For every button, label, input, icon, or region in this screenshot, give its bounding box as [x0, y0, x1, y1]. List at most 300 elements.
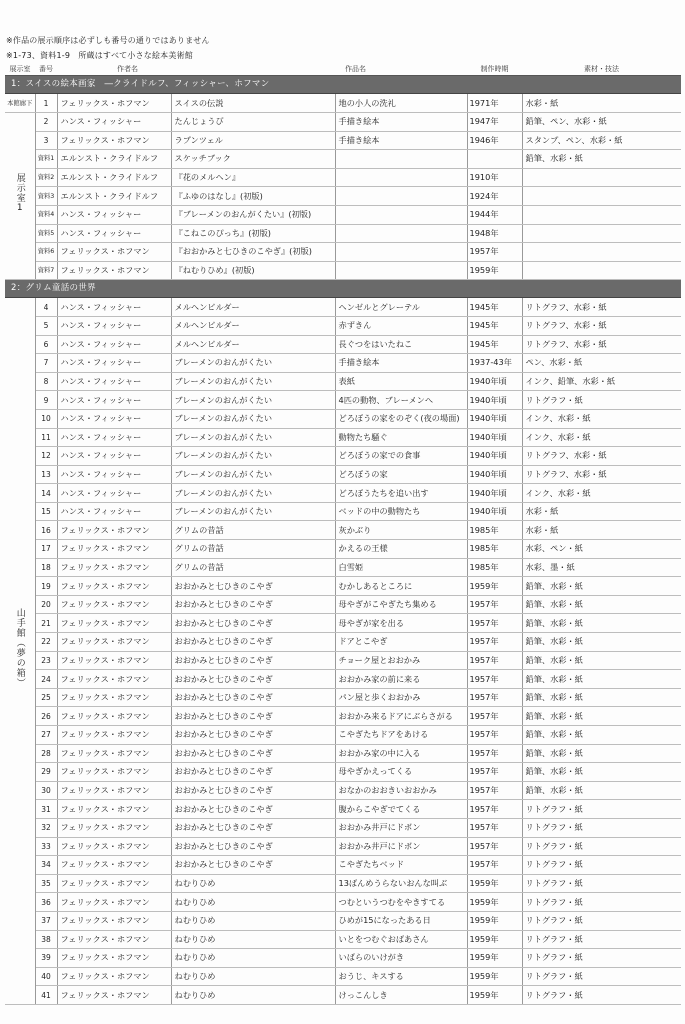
- series-title: 『ふゆのはなし』(初版): [171, 187, 335, 206]
- production-date: 1957年: [467, 763, 522, 782]
- table-row: [5, 986, 681, 1005]
- author-name: ハンス・フィッシャー: [57, 205, 171, 224]
- production-date: 1948年: [467, 224, 522, 243]
- author-name: エルンスト・クライドルフ: [57, 168, 171, 187]
- production-date: 1985年: [467, 521, 522, 540]
- author-name: フェリックス・ホフマン: [57, 967, 171, 986]
- series-title: ブレーメンのおんがくたい: [171, 447, 335, 466]
- table-row: [5, 94, 681, 113]
- series-title: 『ねむりひめ』(初版): [171, 261, 335, 280]
- production-date: 1957年: [467, 633, 522, 652]
- item-number: 26: [35, 707, 57, 726]
- section-header-2: [5, 280, 681, 298]
- production-date: 1957年: [467, 837, 522, 856]
- production-date: 1940年頃: [467, 428, 522, 447]
- production-date: 1957年: [467, 707, 522, 726]
- work-title: [335, 168, 467, 187]
- item-number: 38: [35, 930, 57, 949]
- author-name: ハンス・フィッシャー: [57, 428, 171, 447]
- work-title: おうじ、キスする: [335, 967, 467, 986]
- work-title: どろぼうの家をのぞく(夜の場面): [335, 409, 467, 428]
- header-date: 制作時期: [467, 64, 522, 76]
- header-room: 展示室: [5, 64, 35, 76]
- table-row: [5, 465, 681, 484]
- author-name: フェリックス・ホフマン: [57, 781, 171, 800]
- author-name: フェリックス・ホフマン: [57, 261, 171, 280]
- medium: 鉛筆、ペン、水彩・紙: [522, 113, 681, 132]
- production-date: 1947年: [467, 113, 522, 132]
- medium: 鉛筆、水彩・紙: [522, 651, 681, 670]
- production-date: 1957年: [467, 670, 522, 689]
- series-title: スイスの伝説: [171, 94, 335, 113]
- production-date: 1957年: [467, 651, 522, 670]
- table-row: [5, 484, 681, 503]
- table-row: [5, 726, 681, 745]
- item-number: 27: [35, 726, 57, 745]
- item-number: 資料1: [35, 150, 57, 169]
- work-title: 母やぎがこやぎたち集める: [335, 595, 467, 614]
- item-number: 35: [35, 874, 57, 893]
- series-title: 『こねこのぴっち』(初版): [171, 224, 335, 243]
- table-row: [5, 595, 681, 614]
- medium: リトグラフ・紙: [522, 800, 681, 819]
- item-number: 15: [35, 502, 57, 521]
- work-title: 手描き絵本: [335, 354, 467, 373]
- series-title: メルヘンビルダー: [171, 298, 335, 317]
- series-title: グリムの昔話: [171, 521, 335, 540]
- author-name: フェリックス・ホフマン: [57, 595, 171, 614]
- table-row: [5, 893, 681, 912]
- series-title: おおかみと七ひきのこやぎ: [171, 577, 335, 596]
- table-row: [5, 521, 681, 540]
- production-date: 1940年頃: [467, 372, 522, 391]
- item-number: 23: [35, 651, 57, 670]
- medium: [522, 205, 681, 224]
- item-number: 37: [35, 911, 57, 930]
- item-number: 4: [35, 298, 57, 317]
- item-number: 9: [35, 391, 57, 410]
- author-name: ハンス・フィッシャー: [57, 298, 171, 317]
- work-title: むかしあるところに: [335, 577, 467, 596]
- medium: リトグラフ、水彩・紙: [522, 335, 681, 354]
- author-name: フェリックス・ホフマン: [57, 688, 171, 707]
- author-name: ハンス・フィッシャー: [57, 354, 171, 373]
- series-title: 『ブレーメンのおんがくたい』(初版): [171, 205, 335, 224]
- item-number: 16: [35, 521, 57, 540]
- author-name: ハンス・フィッシャー: [57, 391, 171, 410]
- author-name: ハンス・フィッシャー: [57, 224, 171, 243]
- work-title: おおかみ井戸にドボン: [335, 837, 467, 856]
- author-name: フェリックス・ホフマン: [57, 726, 171, 745]
- series-title: おおかみと七ひきのこやぎ: [171, 670, 335, 689]
- medium: リトグラフ、水彩・紙: [522, 316, 681, 335]
- medium: 鉛筆、水彩・紙: [522, 726, 681, 745]
- medium: [522, 168, 681, 187]
- work-title: おおかみ家の前に来る: [335, 670, 467, 689]
- production-date: 1940年頃: [467, 409, 522, 428]
- table-row: [5, 131, 681, 150]
- production-date: 1959年: [467, 967, 522, 986]
- production-date: 1945年: [467, 335, 522, 354]
- medium: リトグラフ・紙: [522, 893, 681, 912]
- item-number: 25: [35, 688, 57, 707]
- item-number: 資料3: [35, 187, 57, 206]
- room-yamate-label: 山手館（夢の箱）: [14, 608, 25, 689]
- medium: インク、水彩・紙: [522, 428, 681, 447]
- table-row: [5, 930, 681, 949]
- series-title: ブレーメンのおんがくたい: [171, 502, 335, 521]
- production-date: 1946年: [467, 131, 522, 150]
- work-title: 白雪姫: [335, 558, 467, 577]
- item-number: 5: [35, 316, 57, 335]
- table-row: [5, 224, 681, 243]
- series-title: ブレーメンのおんがくたい: [171, 372, 335, 391]
- production-date: 1959年: [467, 577, 522, 596]
- series-title: ブレーメンのおんがくたい: [171, 465, 335, 484]
- medium: [522, 224, 681, 243]
- medium: 鉛筆、水彩・紙: [522, 763, 681, 782]
- item-number: 2: [35, 113, 57, 132]
- work-title: ベッドの中の動物たち: [335, 502, 467, 521]
- item-number: 3: [35, 131, 57, 150]
- medium: リトグラフ・紙: [522, 911, 681, 930]
- series-title: おおかみと七ひきのこやぎ: [171, 726, 335, 745]
- section-title-2: 2：グリム童話の世界: [5, 280, 681, 298]
- series-title: グリムの昔話: [171, 540, 335, 559]
- series-title: ねむりひめ: [171, 967, 335, 986]
- table-row: [5, 967, 681, 986]
- medium: リトグラフ、水彩・紙: [522, 465, 681, 484]
- author-name: フェリックス・ホフマン: [57, 651, 171, 670]
- table-row: [5, 335, 681, 354]
- item-number: 40: [35, 967, 57, 986]
- author-name: ハンス・フィッシャー: [57, 113, 171, 132]
- series-title: おおかみと七ひきのこやぎ: [171, 633, 335, 652]
- series-title: メルヘンビルダー: [171, 335, 335, 354]
- author-name: フェリックス・ホフマン: [57, 707, 171, 726]
- item-number: 18: [35, 558, 57, 577]
- works-table: [5, 64, 681, 1005]
- series-title: ねむりひめ: [171, 930, 335, 949]
- table-row: [5, 113, 681, 132]
- header-medium: 素材・技法: [522, 64, 681, 76]
- table-row: [5, 150, 681, 169]
- table-row: [5, 354, 681, 373]
- medium: 鉛筆、水彩・紙: [522, 688, 681, 707]
- series-title: ねむりひめ: [171, 911, 335, 930]
- table-row: [5, 187, 681, 206]
- series-title: おおかみと七ひきのこやぎ: [171, 651, 335, 670]
- work-title: 表紙: [335, 372, 467, 391]
- series-title: メルヘンビルダー: [171, 316, 335, 335]
- medium: リトグラフ・紙: [522, 967, 681, 986]
- work-title: パン屋と歩くおおかみ: [335, 688, 467, 707]
- production-date: 1959年: [467, 261, 522, 280]
- item-number: 22: [35, 633, 57, 652]
- item-number: 8: [35, 372, 57, 391]
- production-date: 1957年: [467, 614, 522, 633]
- series-title: ねむりひめ: [171, 986, 335, 1005]
- medium: リトグラフ、水彩・紙: [522, 298, 681, 317]
- work-title: 母やぎが家を出る: [335, 614, 467, 633]
- item-number: 30: [35, 781, 57, 800]
- production-date: 1959年: [467, 911, 522, 930]
- medium: スタンプ、ペン、水彩・紙: [522, 131, 681, 150]
- work-title: おおかみ来るドアにぶらさがる: [335, 707, 467, 726]
- section-2-body: [5, 280, 681, 1005]
- work-title: 地の小人の洗礼: [335, 94, 467, 113]
- work-title: こやぎたちベッド: [335, 856, 467, 875]
- notes: [6, 33, 210, 63]
- work-title: 手描き絵本: [335, 131, 467, 150]
- production-date: 1971年: [467, 94, 522, 113]
- medium: 鉛筆、水彩・紙: [522, 577, 681, 596]
- item-number: 資料7: [35, 261, 57, 280]
- medium: リトグラフ・紙: [522, 874, 681, 893]
- production-date: 1945年: [467, 298, 522, 317]
- production-date: 1985年: [467, 558, 522, 577]
- header-work: 作品名: [335, 64, 467, 76]
- production-date: 1957年: [467, 856, 522, 875]
- production-date: 1957年: [467, 744, 522, 763]
- section-1-body: [5, 76, 681, 280]
- series-title: ブレーメンのおんがくたい: [171, 484, 335, 503]
- medium: 水彩・紙: [522, 521, 681, 540]
- room-1-label: 展示室1: [14, 172, 25, 214]
- series-title: おおかみと七ひきのこやぎ: [171, 595, 335, 614]
- item-number: 28: [35, 744, 57, 763]
- series-title: おおかみと七ひきのこやぎ: [171, 688, 335, 707]
- work-title: おおかみ井戸にドボン: [335, 818, 467, 837]
- author-name: フェリックス・ホフマン: [57, 837, 171, 856]
- table-row: [5, 372, 681, 391]
- medium: 鉛筆、水彩・紙: [522, 614, 681, 633]
- series-title: たんじょうび: [171, 113, 335, 132]
- medium: ペン、水彩・紙: [522, 354, 681, 373]
- medium: リトグラフ・紙: [522, 930, 681, 949]
- table-row: [5, 540, 681, 559]
- production-date: 1957年: [467, 243, 522, 262]
- author-name: ハンス・フィッシャー: [57, 372, 171, 391]
- item-number: 36: [35, 893, 57, 912]
- table-row: [5, 428, 681, 447]
- work-title: チョーク屋とおおかみ: [335, 651, 467, 670]
- series-title: ブレーメンのおんがくたい: [171, 354, 335, 373]
- work-title: いばらのいけがき: [335, 949, 467, 968]
- medium: 鉛筆、水彩・紙: [522, 707, 681, 726]
- series-title: グリムの昔話: [171, 558, 335, 577]
- table-row: [5, 391, 681, 410]
- item-number: 6: [35, 335, 57, 354]
- author-name: ハンス・フィッシャー: [57, 335, 171, 354]
- room-yamate: [5, 298, 35, 1005]
- medium: 水彩・紙: [522, 502, 681, 521]
- production-date: 1940年頃: [467, 447, 522, 466]
- medium: 鉛筆、水彩・紙: [522, 595, 681, 614]
- author-name: フェリックス・ホフマン: [57, 131, 171, 150]
- series-title: おおかみと七ひきのこやぎ: [171, 763, 335, 782]
- work-title: こやぎたちドアをあける: [335, 726, 467, 745]
- table-row: [5, 781, 681, 800]
- author-name: エルンスト・クライドルフ: [57, 187, 171, 206]
- table-row: [5, 316, 681, 335]
- work-title: けっこんしき: [335, 986, 467, 1005]
- series-title: ラプンツェル: [171, 131, 335, 150]
- author-name: フェリックス・ホフマン: [57, 856, 171, 875]
- series-title: おおかみと七ひきのこやぎ: [171, 837, 335, 856]
- author-name: フェリックス・ホフマン: [57, 800, 171, 819]
- table-row: [5, 651, 681, 670]
- table-header: [5, 64, 681, 76]
- production-date: 1957年: [467, 818, 522, 837]
- medium: 鉛筆、水彩・紙: [522, 781, 681, 800]
- author-name: フェリックス・ホフマン: [57, 911, 171, 930]
- table-row: [5, 614, 681, 633]
- series-title: おおかみと七ひきのこやぎ: [171, 781, 335, 800]
- table-row: [5, 670, 681, 689]
- medium: インク、鉛筆、水彩・紙: [522, 372, 681, 391]
- author-name: ハンス・フィッシャー: [57, 465, 171, 484]
- work-title: [335, 243, 467, 262]
- item-number: 資料5: [35, 224, 57, 243]
- item-number: 12: [35, 447, 57, 466]
- author-name: ハンス・フィッシャー: [57, 409, 171, 428]
- item-number: 24: [35, 670, 57, 689]
- author-name: フェリックス・ホフマン: [57, 874, 171, 893]
- item-number: 34: [35, 856, 57, 875]
- table-row: [5, 243, 681, 262]
- table-row: [5, 447, 681, 466]
- item-number: 39: [35, 949, 57, 968]
- work-title: ドアとこやぎ: [335, 633, 467, 652]
- header-num: 番号: [35, 64, 57, 76]
- series-title: ブレーメンのおんがくたい: [171, 391, 335, 410]
- work-title: 赤ずきん: [335, 316, 467, 335]
- production-date: 1957年: [467, 800, 522, 819]
- item-number: 19: [35, 577, 57, 596]
- medium: リトグラフ・紙: [522, 837, 681, 856]
- medium: リトグラフ、水彩・紙: [522, 447, 681, 466]
- item-number: 資料2: [35, 168, 57, 187]
- work-title: ひめが15になったある日: [335, 911, 467, 930]
- note-order: ※作品の展示順序は必ずしも番号の通りではありません: [6, 36, 210, 45]
- medium: [522, 187, 681, 206]
- item-number: 13: [35, 465, 57, 484]
- work-title: 灰かぶり: [335, 521, 467, 540]
- item-number: 資料6: [35, 243, 57, 262]
- production-date: 1959年: [467, 930, 522, 949]
- section-header-1: [5, 76, 681, 94]
- medium: 水彩、墨・紙: [522, 558, 681, 577]
- table-row: [5, 911, 681, 930]
- production-date: 1944年: [467, 205, 522, 224]
- production-date: 1945年: [467, 316, 522, 335]
- production-date: 1959年: [467, 986, 522, 1005]
- author-name: フェリックス・ホフマン: [57, 670, 171, 689]
- work-title: どろぼうたちを追い出す: [335, 484, 467, 503]
- medium: 水彩、ペン・紙: [522, 540, 681, 559]
- work-title: 母やぎかえってくる: [335, 763, 467, 782]
- series-title: ねむりひめ: [171, 874, 335, 893]
- work-title: どろぼうの家での食事: [335, 447, 467, 466]
- medium: 鉛筆、水彩・紙: [522, 744, 681, 763]
- work-title: [335, 261, 467, 280]
- header-author: 作者名: [57, 64, 171, 76]
- table-row: [5, 818, 681, 837]
- table-row: [5, 874, 681, 893]
- series-title: おおかみと七ひきのこやぎ: [171, 856, 335, 875]
- table-row: [5, 168, 681, 187]
- item-number: 14: [35, 484, 57, 503]
- work-title: 13ばんめうらないおんな叫ぶ: [335, 874, 467, 893]
- author-name: フェリックス・ホフマン: [57, 744, 171, 763]
- room-hall: [5, 94, 35, 113]
- item-number: 20: [35, 595, 57, 614]
- author-name: フェリックス・ホフマン: [57, 577, 171, 596]
- table-row: [5, 558, 681, 577]
- series-title: ブレーメンのおんがくたい: [171, 428, 335, 447]
- production-date: [467, 150, 522, 169]
- work-title: つむというつむをやきすてる: [335, 893, 467, 912]
- table-row: [5, 298, 681, 317]
- item-number: 10: [35, 409, 57, 428]
- series-title: ねむりひめ: [171, 949, 335, 968]
- author-name: エルンスト・クライドルフ: [57, 150, 171, 169]
- author-name: フェリックス・ホフマン: [57, 818, 171, 837]
- production-date: 1959年: [467, 949, 522, 968]
- production-date: 1940年頃: [467, 391, 522, 410]
- work-title: 腹からこやぎでてくる: [335, 800, 467, 819]
- medium: インク、水彩・紙: [522, 484, 681, 503]
- series-title: ねむりひめ: [171, 893, 335, 912]
- table-row: [5, 261, 681, 280]
- table-row: [5, 502, 681, 521]
- work-title: 手描き絵本: [335, 113, 467, 132]
- work-title: かえるの王様: [335, 540, 467, 559]
- author-name: フェリックス・ホフマン: [57, 540, 171, 559]
- medium: 鉛筆、水彩・紙: [522, 633, 681, 652]
- work-title: [335, 224, 467, 243]
- author-name: フェリックス・ホフマン: [57, 614, 171, 633]
- medium: リトグラフ・紙: [522, 949, 681, 968]
- production-date: 1957年: [467, 781, 522, 800]
- item-number: 7: [35, 354, 57, 373]
- table-row: [5, 707, 681, 726]
- item-number: 29: [35, 763, 57, 782]
- section-title-1: 1：スイスの絵本画家 ―クライドルフ、フィッシャー、ホフマン: [5, 76, 681, 94]
- work-title: [335, 150, 467, 169]
- author-name: フェリックス・ホフマン: [57, 763, 171, 782]
- author-name: フェリックス・ホフマン: [57, 986, 171, 1005]
- medium: 鉛筆、水彩・紙: [522, 150, 681, 169]
- author-name: フェリックス・ホフマン: [57, 893, 171, 912]
- medium: 鉛筆、水彩・紙: [522, 670, 681, 689]
- author-name: ハンス・フィッシャー: [57, 316, 171, 335]
- series-title: おおかみと七ひきのこやぎ: [171, 707, 335, 726]
- production-date: 1957年: [467, 726, 522, 745]
- series-title: おおかみと七ひきのこやぎ: [171, 818, 335, 837]
- item-number: 21: [35, 614, 57, 633]
- medium: 水彩・紙: [522, 94, 681, 113]
- series-title: ブレーメンのおんがくたい: [171, 409, 335, 428]
- table-row: [5, 688, 681, 707]
- series-title: おおかみと七ひきのこやぎ: [171, 800, 335, 819]
- medium: [522, 261, 681, 280]
- author-name: ハンス・フィッシャー: [57, 502, 171, 521]
- production-date: 1959年: [467, 893, 522, 912]
- production-date: 1910年: [467, 168, 522, 187]
- production-date: 1940年頃: [467, 484, 522, 503]
